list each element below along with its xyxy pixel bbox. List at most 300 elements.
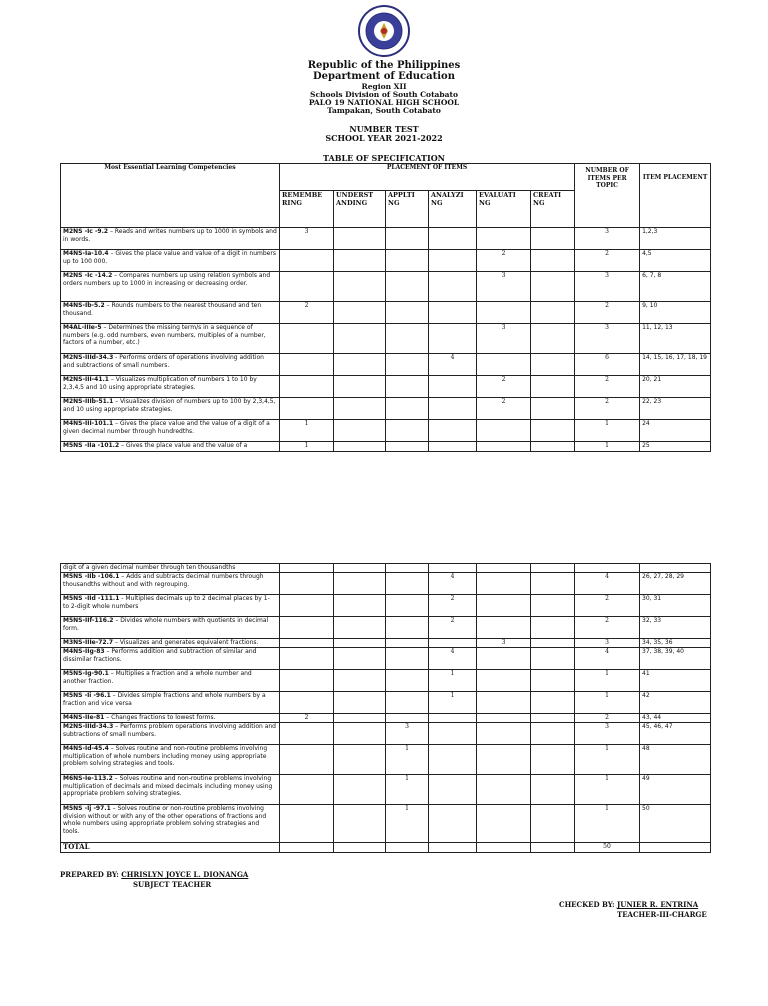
competency-code: M5NS-Ig-90.1 (63, 670, 109, 677)
level-count-cell: 1 (429, 670, 477, 692)
items-per-topic-cell: 4 (575, 573, 640, 595)
level-count-cell (280, 692, 334, 714)
items-per-topic-cell: 1 (575, 442, 640, 452)
level-count-cell (334, 714, 386, 723)
items-per-topic-cell: 3 (575, 228, 640, 250)
school-name: PALO 19 NATIONAL HIGH SCHOOL (308, 98, 460, 107)
items-per-topic-cell: 1 (575, 692, 640, 714)
level-count-cell: 2 (429, 617, 477, 639)
item-placement-cell: 50 (640, 805, 711, 843)
item-placement-cell: 22, 23 (640, 398, 711, 420)
level-count-cell (531, 228, 575, 250)
competency-text: – Gives the place value and value of a digit in numbers up to 100 000. (63, 250, 276, 265)
competency-text: – Changes fractions to lowest forms. (104, 714, 216, 721)
header-level-0: REMEMBE RING (280, 191, 334, 228)
competency-cell (61, 648, 280, 670)
items-per-topic-cell: 4 (575, 648, 640, 670)
table-row (61, 398, 711, 420)
level-count-cell (477, 302, 531, 324)
level-count-cell (531, 714, 575, 723)
level-count-cell (531, 250, 575, 272)
level-count-cell (386, 670, 429, 692)
level-count-cell (429, 398, 477, 420)
competency-cell (61, 692, 280, 714)
level-count-cell (531, 272, 575, 302)
item-placement-cell: 20, 21 (640, 376, 711, 398)
table-row (61, 302, 711, 324)
item-placement-cell: 37, 38, 39, 40 (640, 648, 711, 670)
table-row (61, 272, 711, 302)
level-count-cell (334, 639, 386, 648)
items-per-topic-cell: 6 (575, 354, 640, 376)
level-count-cell (280, 564, 334, 573)
table-row (61, 324, 711, 354)
competency-cell (61, 420, 280, 442)
level-count-cell: 4 (429, 573, 477, 595)
prepared-by (60, 870, 248, 879)
level-count-cell (386, 714, 429, 723)
competency-cell (61, 324, 280, 354)
competency-cell (61, 670, 280, 692)
competency-code: M2NS -Ic -9.2 (63, 228, 109, 235)
level-count-cell (280, 573, 334, 595)
level-count-cell (386, 398, 429, 420)
level-count-cell (531, 573, 575, 595)
competency-text: – Divides simple fractions and whole numbers by a fraction and vice versa (63, 692, 266, 707)
level-count-cell (531, 324, 575, 354)
level-count-cell (429, 564, 477, 573)
item-placement-cell: 48 (640, 745, 711, 775)
level-count-cell (477, 420, 531, 442)
level-count-cell (334, 648, 386, 670)
level-count-cell (386, 302, 429, 324)
table-row (61, 228, 711, 250)
level-count-cell: 2 (477, 376, 531, 398)
level-count-cell (531, 595, 575, 617)
level-count-cell (280, 723, 334, 745)
item-placement-cell: 26, 27, 28, 29 (640, 573, 711, 595)
level-count-cell (429, 228, 477, 250)
items-per-topic-cell: 3 (575, 723, 640, 745)
level-count-cell (386, 639, 429, 648)
table-title: TABLE OF SPECIFICATION (323, 153, 445, 163)
level-count-cell (334, 442, 386, 452)
competency-cell (61, 442, 280, 452)
table-row (61, 354, 711, 376)
level-count-cell (280, 805, 334, 843)
competency-cell (61, 745, 280, 775)
level-count-cell (334, 573, 386, 595)
level-count-cell (334, 302, 386, 324)
table-row (61, 775, 711, 805)
header-competency: Most Essential Learning Competencies (61, 164, 280, 228)
level-count-cell (477, 442, 531, 452)
level-count-cell (531, 354, 575, 376)
competency-text: – Divides whole numbers with quotients in decimal form. (63, 617, 269, 632)
competency-text: – Compares numbers up using relation symbols and orders numbers up to 1000 in increasing or decreasing order. (63, 272, 271, 287)
republic-title: Republic of the Philippines (307, 60, 461, 71)
level-count-cell (386, 324, 429, 354)
level-count-cell (280, 617, 334, 639)
level-count-cell (280, 354, 334, 376)
level-count-cell (477, 714, 531, 723)
competency-code: M2NS -Ic -14.2 (63, 272, 113, 279)
level-count-cell (531, 442, 575, 452)
level-count-cell (280, 398, 334, 420)
competency-code: M5NS -IId -111.1 (63, 595, 120, 602)
level-count-cell (477, 805, 531, 843)
competency-text: – Solves routine and non-routine problems involving multiplication of decimals and mixed decimals including money using appropriate problem solving strategies. (63, 775, 273, 798)
level-count-cell (334, 564, 386, 573)
competency-cell (61, 723, 280, 745)
item-placement-cell: 43, 44 (640, 714, 711, 723)
competency-text: – Multiplies a fraction and a whole number and another fraction. (63, 670, 252, 685)
level-count-cell (280, 272, 334, 302)
competency-code: M5NS -IIa -101.2 (63, 442, 120, 449)
level-count-cell (531, 692, 575, 714)
level-count-cell (477, 354, 531, 376)
competency-text: – Solves routine or non-routine problems involving division without or with any of the other operations of fractions and whole numbers using appropriate problem solving strategies and tools. (63, 805, 267, 835)
competency-cell (61, 398, 280, 420)
level-count-cell (477, 745, 531, 775)
level-count-cell (334, 595, 386, 617)
level-count-cell (334, 775, 386, 805)
level-count-cell (429, 442, 477, 452)
level-count-cell (477, 595, 531, 617)
checked-by (559, 900, 698, 909)
level-count-cell: 1 (429, 692, 477, 714)
level-count-cell (334, 354, 386, 376)
items-per-topic-cell: 2 (575, 714, 640, 723)
competency-text: – Rounds numbers to the nearest thousand and ten thousand. (63, 302, 262, 317)
competency-code: M4NS-Ia-10.4 (63, 250, 109, 257)
competency-code: M4NS-Ib-5.2 (63, 302, 105, 309)
level-count-cell (429, 324, 477, 354)
competency-code: M2NS-III-41.1 (63, 376, 109, 383)
item-placement-cell: 34, 35, 36 (640, 639, 711, 648)
competency-cell (61, 272, 280, 302)
items-per-topic-cell: 1 (575, 670, 640, 692)
specification-table-page1 (60, 163, 711, 452)
level-count-cell (386, 648, 429, 670)
level-count-cell: 2 (280, 714, 334, 723)
table-row (61, 573, 711, 595)
level-count-cell (429, 639, 477, 648)
competency-text: – Performs problem operations involving addition and subtractions of small numbers. (63, 723, 276, 738)
items-per-topic-cell: 1 (575, 775, 640, 805)
table-row (61, 692, 711, 714)
item-placement-cell: 49 (640, 775, 711, 805)
competency-text: – Visualizes division of numbers up to 100 by 2,3,4,5, and 10 using appropriate strategies. (63, 398, 276, 413)
competency-cell (61, 805, 280, 843)
competency-cell (61, 595, 280, 617)
level-count-cell (531, 639, 575, 648)
level-count-cell (386, 564, 429, 573)
level-count-cell: 2 (280, 302, 334, 324)
level-count-cell (386, 272, 429, 302)
competency-text: - Multiplies decimals up to 2 decimal places by 1- to 2-digit whole numbers (63, 595, 270, 610)
table-row (61, 442, 711, 452)
level-count-cell (531, 805, 575, 843)
item-placement-cell: 1,2,3 (640, 228, 711, 250)
total-value: 50 (575, 843, 640, 853)
competency-code: M5NS -IIb -106.1 (63, 573, 120, 580)
competency-code: M4NS-III-101.1 (63, 420, 114, 427)
level-count-cell: 3 (386, 723, 429, 745)
total-row (61, 843, 711, 853)
school-address: Tampakan, South Cotabato (327, 106, 441, 115)
level-count-cell (334, 670, 386, 692)
level-count-cell: 4 (429, 354, 477, 376)
level-count-cell (429, 714, 477, 723)
competency-cell (61, 228, 280, 250)
level-count-cell (280, 775, 334, 805)
level-count-cell (531, 617, 575, 639)
competency-text: - Performs orders of operations involving addition and subtractions of small numbers. (63, 354, 264, 369)
level-count-cell: 3 (477, 272, 531, 302)
table-row (61, 639, 711, 648)
items-per-topic-cell: 2 (575, 398, 640, 420)
level-count-cell (531, 670, 575, 692)
level-count-cell (386, 573, 429, 595)
competency-code: M4AL-IIIe-5 (63, 324, 102, 331)
competency-code: M6NS-Ie-113.2 (63, 775, 113, 782)
level-count-cell (334, 324, 386, 354)
items-per-topic-cell: 2 (575, 617, 640, 639)
competency-text: – Gives the place value and the value of a digit of a given decimal number through hundredths. (63, 420, 270, 435)
level-count-cell (334, 272, 386, 302)
item-placement-cell: 25 (640, 442, 711, 452)
header-level-4: EVALUATI NG (477, 191, 531, 228)
level-count-cell (334, 376, 386, 398)
level-count-cell (531, 775, 575, 805)
items-per-topic-cell: 3 (575, 639, 640, 648)
items-per-topic-cell: 1 (575, 420, 640, 442)
level-count-cell (429, 272, 477, 302)
level-count-cell (477, 775, 531, 805)
checked-label: CHECKED BY: (559, 900, 615, 909)
competency-text: – Performs addition and subtraction of similar and dissimilar fractions. (63, 648, 257, 663)
items-per-topic-cell: 2 (575, 595, 640, 617)
table-row (61, 250, 711, 272)
level-count-cell (334, 250, 386, 272)
competency-code: M4NS-IIg-83 (63, 648, 105, 655)
level-count-cell (477, 723, 531, 745)
level-count-cell (477, 648, 531, 670)
level-count-cell (386, 692, 429, 714)
level-count-cell (429, 745, 477, 775)
prepared-label: PREPARED BY: (60, 870, 119, 879)
competency-cell (61, 302, 280, 324)
competency-code: M3NS-IIIe-72.7 (63, 639, 114, 646)
region-text: Region XII (361, 82, 407, 91)
level-count-cell (531, 745, 575, 775)
competency-cell (61, 573, 280, 595)
level-count-cell: 3 (477, 639, 531, 648)
level-count-cell (429, 420, 477, 442)
competency-cell (61, 250, 280, 272)
competency-cell (61, 376, 280, 398)
level-count-cell (280, 376, 334, 398)
level-count-cell (386, 595, 429, 617)
competency-cell (61, 564, 280, 573)
header-items-per-topic: NUMBER OF ITEMS PER TOPIC (575, 164, 640, 228)
level-count-cell: 3 (477, 324, 531, 354)
item-placement-cell: 32, 33 (640, 617, 711, 639)
table-row (61, 595, 711, 617)
school-year: SCHOOL YEAR 2021-2022 (325, 133, 443, 143)
competency-code: M4NS-Id-45.4 (63, 745, 109, 752)
header-level-1: UNDERST ANDING (334, 191, 386, 228)
level-count-cell (531, 376, 575, 398)
level-count-cell (429, 723, 477, 745)
level-count-cell (429, 376, 477, 398)
prepared-title: SUBJECT TEACHER (133, 880, 212, 889)
specification-table-page2 (60, 563, 711, 853)
total-label: TOTAL (61, 843, 280, 853)
item-placement-cell: 42 (640, 692, 711, 714)
item-placement-cell: 4,5 (640, 250, 711, 272)
item-placement-cell: 30, 31 (640, 595, 711, 617)
item-placement-cell: 6, 7, 8 (640, 272, 711, 302)
header-item-placement: ITEM PLACEMENT (640, 164, 711, 228)
prepared-name: CHRISLYN JOYCE L. DIONANGA (121, 870, 249, 879)
competency-cell (61, 714, 280, 723)
level-count-cell (477, 617, 531, 639)
level-count-cell (334, 745, 386, 775)
level-count-cell: 3 (280, 228, 334, 250)
level-count-cell (280, 670, 334, 692)
level-count-cell (334, 420, 386, 442)
level-count-cell (531, 398, 575, 420)
competency-text: – Adds and subtracts decimal numbers through thousandths without and with regrouping. (63, 573, 264, 588)
table-row (61, 420, 711, 442)
header-placement: PLACEMENT OF ITEMS (280, 164, 575, 191)
items-per-topic-cell: 2 (575, 376, 640, 398)
level-count-cell (334, 617, 386, 639)
level-count-cell (531, 648, 575, 670)
level-count-cell (334, 228, 386, 250)
level-count-cell (280, 648, 334, 670)
level-count-cell (386, 617, 429, 639)
level-count-cell (280, 595, 334, 617)
level-count-cell: 1 (386, 775, 429, 805)
level-count-cell: 1 (386, 745, 429, 775)
level-count-cell (429, 250, 477, 272)
items-per-topic-cell: 1 (575, 805, 640, 843)
level-count-cell (531, 564, 575, 573)
level-count-cell (334, 723, 386, 745)
competency-text: – Solves routine and non-routine problems involving multiplication of whole numbers including money using appropriate problem solving strategies and tools. (63, 745, 268, 768)
table-row (61, 805, 711, 843)
items-per-topic-cell: 2 (575, 250, 640, 272)
competency-text: – Determines the missing term/s in a sequence of numbers (e.g. odd numbers, even numbers, multiples of a number, factors of a number, etc.) (63, 324, 266, 347)
competency-code: M5NS -Ij -97.1 (63, 805, 111, 812)
level-count-cell (531, 420, 575, 442)
competency-text: – Visualizes multiplication of numbers 1 to 10 by 2,3,4,5 and 10 using appropriate strategies. (63, 376, 257, 391)
item-placement-cell: 11, 12, 13 (640, 324, 711, 354)
competency-code: M5NS -Ii -96.1 (63, 692, 111, 699)
items-per-topic-cell: 1 (575, 745, 640, 775)
level-count-cell (477, 573, 531, 595)
level-count-cell (429, 805, 477, 843)
competency-cell (61, 354, 280, 376)
level-count-cell (386, 376, 429, 398)
level-count-cell: 1 (386, 805, 429, 843)
level-count-cell (334, 398, 386, 420)
items-per-topic-cell: 3 (575, 272, 640, 302)
item-placement-cell: 14, 15, 16, 17, 18, 19 (640, 354, 711, 376)
level-count-cell (531, 302, 575, 324)
competency-text: – Reads and writes numbers up to 1000 in symbols and in words. (63, 228, 277, 243)
level-count-cell (386, 420, 429, 442)
level-count-cell: 2 (477, 250, 531, 272)
deped-seal-logo (358, 5, 410, 57)
competency-code: M5NS-IIf-116.2 (63, 617, 114, 624)
level-count-cell (280, 324, 334, 354)
level-count-cell (386, 442, 429, 452)
test-name: NUMBER TEST (349, 124, 419, 134)
level-count-cell (280, 745, 334, 775)
item-placement-cell (640, 564, 711, 573)
header-level-3: ANALYZI NG (429, 191, 477, 228)
level-count-cell (477, 670, 531, 692)
level-count-cell (429, 775, 477, 805)
table-row (61, 670, 711, 692)
department-title: Department of Education (313, 71, 455, 82)
competency-code: M2NS-IIId-34.3 (63, 723, 114, 730)
level-count-cell: 4 (429, 648, 477, 670)
table-row (61, 714, 711, 723)
level-count-cell (386, 228, 429, 250)
level-count-cell (429, 302, 477, 324)
level-count-cell (386, 354, 429, 376)
item-placement-cell: 41 (640, 670, 711, 692)
competency-cell (61, 617, 280, 639)
table-row (61, 376, 711, 398)
items-per-topic-cell: 2 (575, 302, 640, 324)
items-per-topic-cell (575, 564, 640, 573)
level-count-cell (477, 564, 531, 573)
header-level-5: CREATI NG (531, 191, 575, 228)
level-count-cell: 1 (280, 442, 334, 452)
table-row (61, 723, 711, 745)
competency-code: M2NS-IIIb-51.1 (63, 398, 114, 405)
competency-cell (61, 639, 280, 648)
level-count-cell (334, 692, 386, 714)
competency-text: – Gives the place value and the value of a (119, 442, 248, 449)
competency-text: – Visualizes and generates equivalent fractions. (113, 639, 259, 646)
level-count-cell (280, 639, 334, 648)
table-row (61, 617, 711, 639)
competency-cell (61, 775, 280, 805)
competency-text: digit of a given decimal number through ten thousandths (63, 564, 236, 571)
table-row (61, 745, 711, 775)
competency-code: M4NS-IIe-81 (63, 714, 105, 721)
level-count-cell: 1 (280, 420, 334, 442)
table-row (61, 648, 711, 670)
level-count-cell: 2 (429, 595, 477, 617)
header-level-2: APPLTI NG (386, 191, 429, 228)
level-count-cell: 2 (477, 398, 531, 420)
level-count-cell (477, 692, 531, 714)
level-count-cell (477, 228, 531, 250)
item-placement-cell: 24 (640, 420, 711, 442)
level-count-cell (531, 723, 575, 745)
item-placement-cell: 45, 46, 47 (640, 723, 711, 745)
items-per-topic-cell: 3 (575, 324, 640, 354)
checked-name: JUNIER R. ENTRINA (616, 900, 699, 909)
